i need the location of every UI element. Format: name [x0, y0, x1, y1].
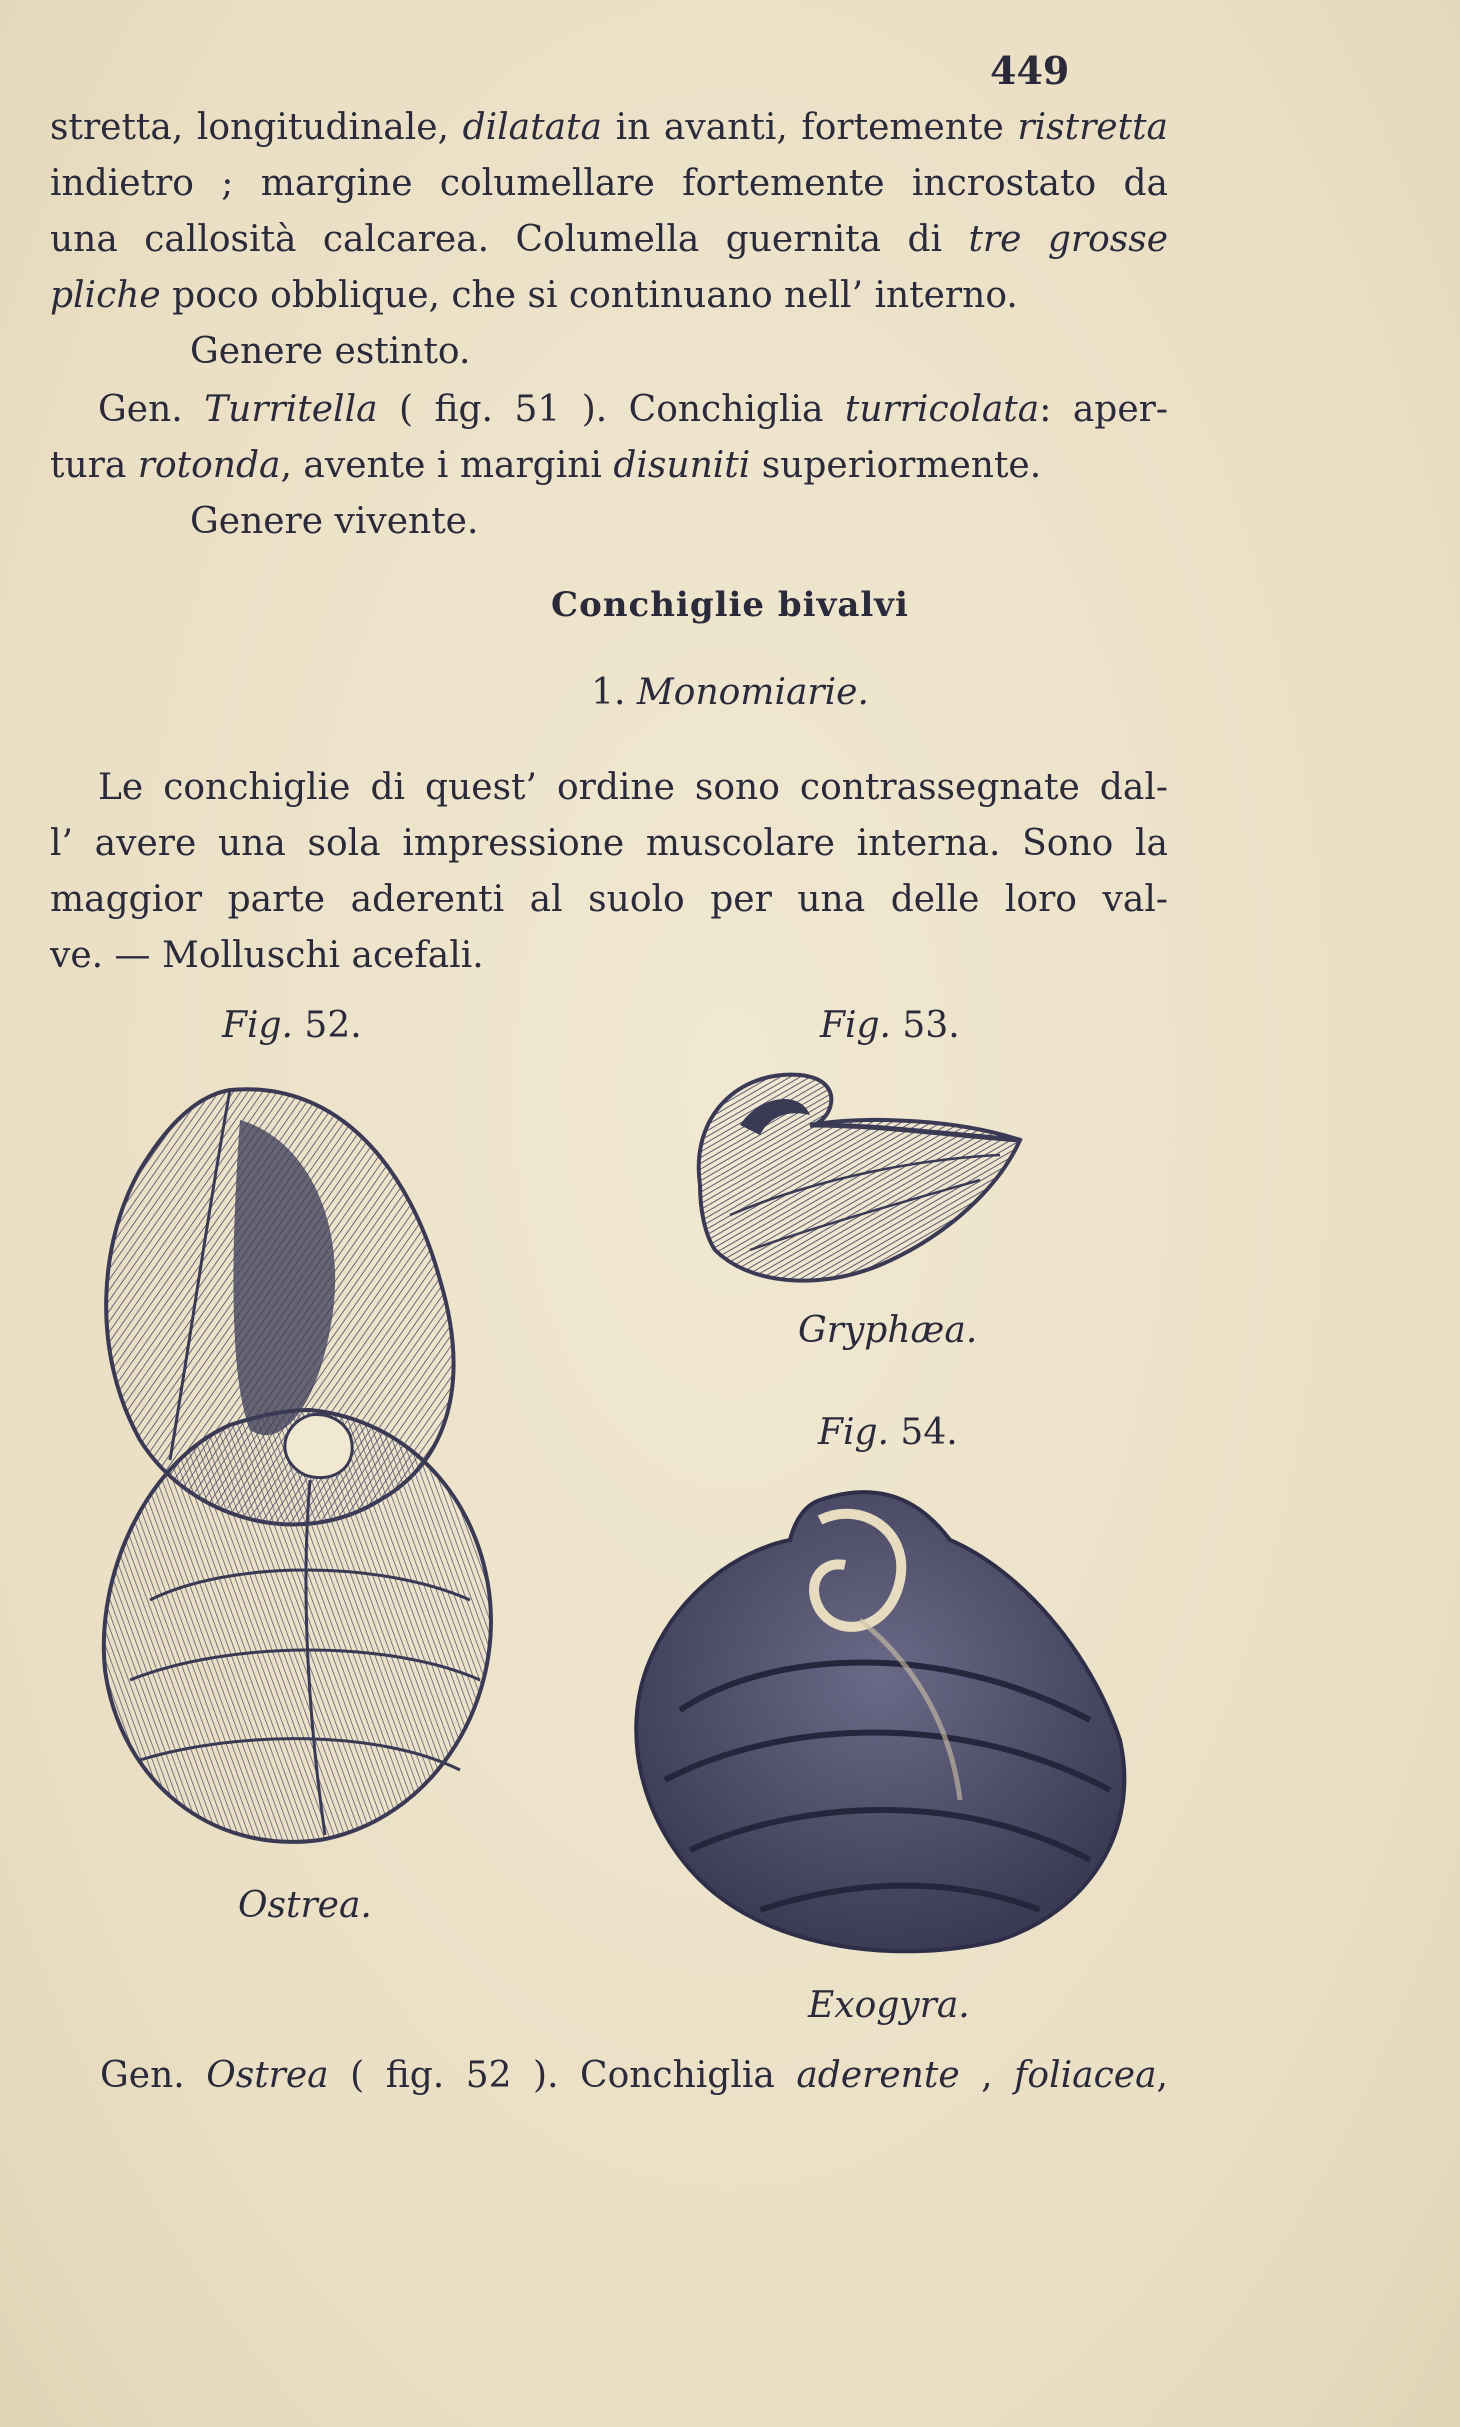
text-line: Genere estinto.	[190, 331, 471, 372]
figure-52-label: Fig. 52.	[222, 1005, 362, 1046]
text-line: Gen. Turritella ( fig. 51 ). Conchiglia turricolata: aper-	[98, 389, 1168, 430]
page-number: 449	[990, 48, 1070, 93]
text-line: maggior parte aderenti al suolo per una delle loro val-	[50, 879, 1168, 920]
gryphaea-illustration	[680, 1065, 1030, 1305]
exogyra-illustration	[620, 1480, 1140, 1960]
ostrea-caption: Ostrea.	[238, 1885, 372, 1926]
figure-53-label: Fig. 53.	[820, 1005, 960, 1046]
paragraph-genus-description	[50, 100, 1168, 380]
paragraph-monomiarie	[50, 760, 1168, 984]
text-line: Genere vivente.	[190, 501, 479, 542]
text-line: ve. — Molluschi acefali.	[50, 935, 484, 976]
subsection-heading: 1. Monomiarie.	[591, 672, 869, 713]
exogyra-caption: Exogyra.	[808, 1985, 970, 2026]
paragraph-ostrea: Gen. Ostrea ( fig. 52 ). Conchiglia aderente , foliacea,	[100, 2055, 1168, 2096]
text-line: Le conchiglie di quest’ ordine sono contrassegnate dal-	[98, 767, 1168, 808]
ostrea-illustration	[80, 1080, 540, 1860]
text-line: una callosità calcarea. Columella guernita di tre grosse	[50, 219, 1168, 260]
text-line: l’ avere una sola impressione muscolare interna. Sono la	[50, 823, 1168, 864]
gryphaea-caption: Gryphæa.	[798, 1310, 978, 1351]
text-line: indietro ; margine columellare fortemente incrostato da	[50, 163, 1168, 204]
figure-54-label: Fig. 54.	[818, 1412, 958, 1453]
text-line: stretta, longitudinale, dilatata in avanti, fortemente ristretta	[50, 107, 1168, 148]
section-heading: Conchiglie bivalvi	[551, 585, 909, 625]
text-line: tura rotonda, avente i margini disuniti superiormente.	[50, 445, 1042, 486]
text-line: pliche poco obblique, che si continuano nell’ interno.	[50, 275, 1018, 316]
paragraph-turritella	[50, 382, 1168, 550]
